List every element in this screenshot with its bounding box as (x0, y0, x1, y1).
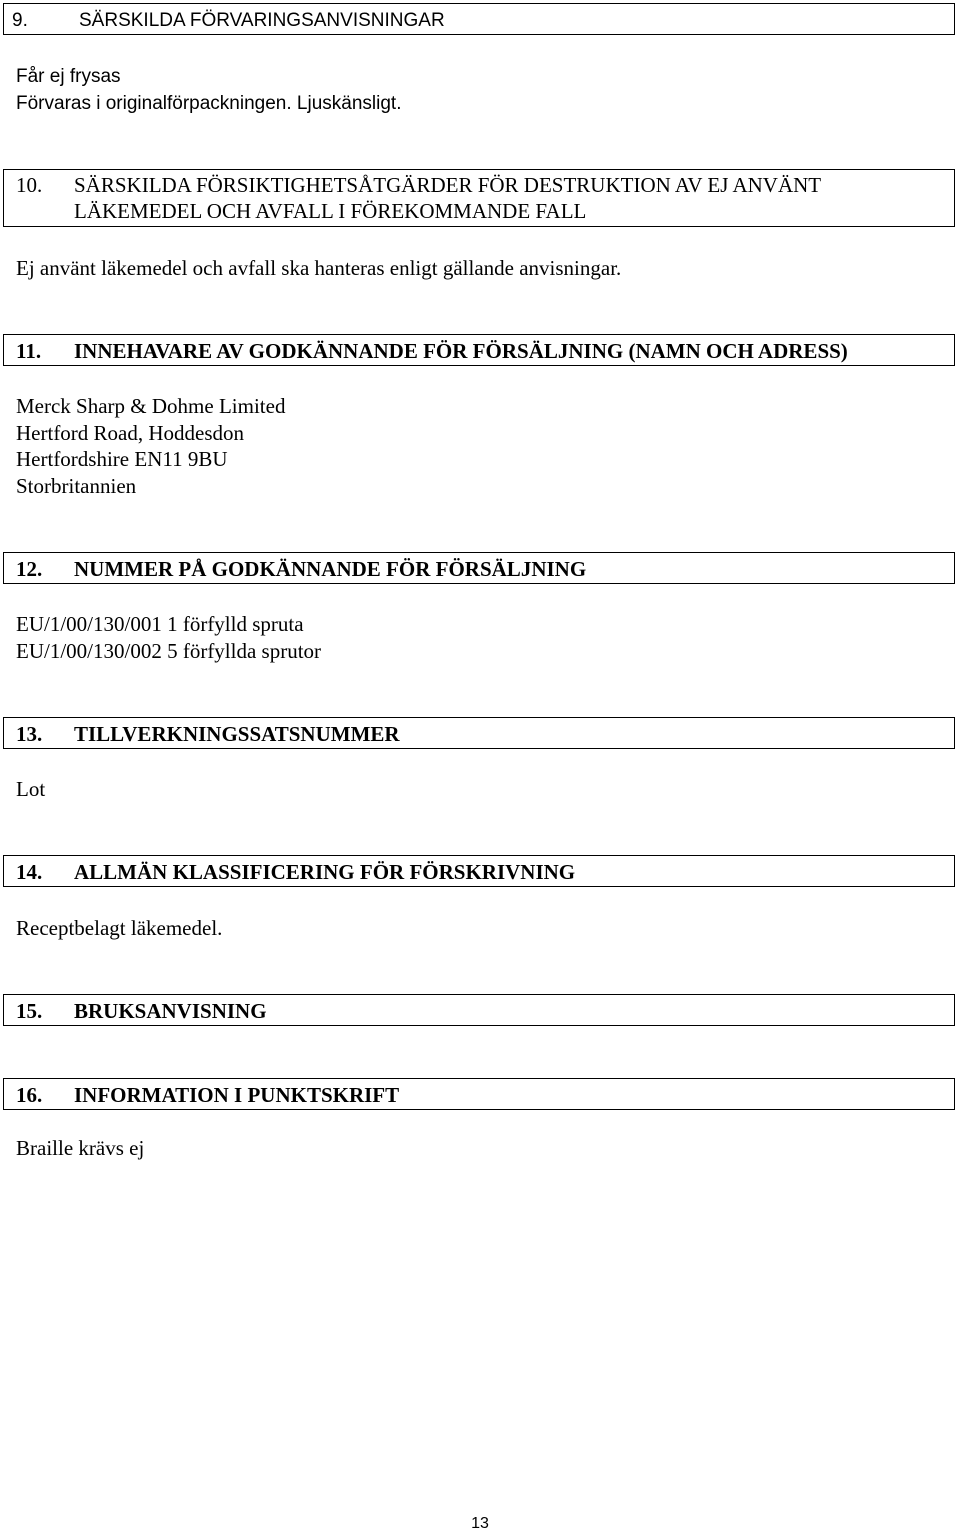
section-9-line-2: Förvaras i originalförpackningen. Ljuskänsligt. (16, 93, 402, 114)
section-11-line-1: Merck Sharp & Dohme Limited (16, 394, 286, 418)
page-number: 13 (471, 1515, 489, 1532)
section-11-line-2: Hertford Road, Hoddesdon (16, 421, 245, 445)
section-13-line-1: Lot (16, 777, 46, 801)
section-12-line-2: EU/1/00/130/002 5 förfyllda sprutor (16, 639, 322, 663)
section-9-line-1: Får ej frysas (16, 66, 121, 87)
section-number: 15. (16, 999, 43, 1023)
section-title: NUMMER PÅ GODKÄNNANDE FÖR FÖRSÄLJNING (74, 557, 587, 581)
section-title: SÄRSKILDA FÖRVARINGSANVISNINGAR (79, 10, 445, 31)
section-15-header (3, 994, 955, 1026)
section-10-header (3, 169, 955, 227)
section-16-header (3, 1078, 955, 1110)
section-title-line-2: LÄKEMEDEL OCH AVFALL I FÖREKOMMANDE FALL (74, 199, 587, 223)
section-12-line-1: EU/1/00/130/001 1 förfylld spruta (16, 612, 304, 636)
section-11-line-3: Hertfordshire EN11 9BU (16, 447, 228, 471)
section-number: 12. (16, 557, 43, 581)
section-16-line-1: Braille krävs ej (16, 1136, 145, 1160)
section-11-header (3, 334, 955, 366)
section-number: 13. (16, 722, 43, 746)
section-number: 16. (16, 1083, 43, 1107)
section-14-line-1: Receptbelagt läkemedel. (16, 916, 223, 940)
section-title: INNEHAVARE AV GODKÄNNANDE FÖR FÖRSÄLJNING (NAMN OCH ADRESS) (74, 339, 848, 363)
section-12-header (3, 552, 955, 584)
section-9-header (3, 3, 955, 35)
section-title: TILLVERKNINGSSATSNUMMER (74, 722, 400, 746)
section-10-line-1: Ej använt läkemedel och avfall ska hanteras enligt gällande anvisningar. (16, 256, 622, 280)
section-title: ALLMÄN KLASSIFICERING FÖR FÖRSKRIVNING (74, 860, 576, 884)
section-number: 10. (16, 173, 43, 197)
section-title: INFORMATION I PUNKTSKRIFT (74, 1083, 400, 1107)
section-14-header (3, 855, 955, 887)
section-13-header (3, 717, 955, 749)
section-title-line-1: SÄRSKILDA FÖRSIKTIGHETSÅTGÄRDER FÖR DESTRUKTION AV EJ ANVÄNT (74, 173, 822, 197)
section-number: 14. (16, 860, 43, 884)
section-title: BRUKSANVISNING (74, 999, 267, 1023)
section-11-line-4: Storbritannien (16, 474, 137, 498)
section-number: 11. (16, 339, 42, 363)
section-number: 9. (12, 10, 28, 31)
